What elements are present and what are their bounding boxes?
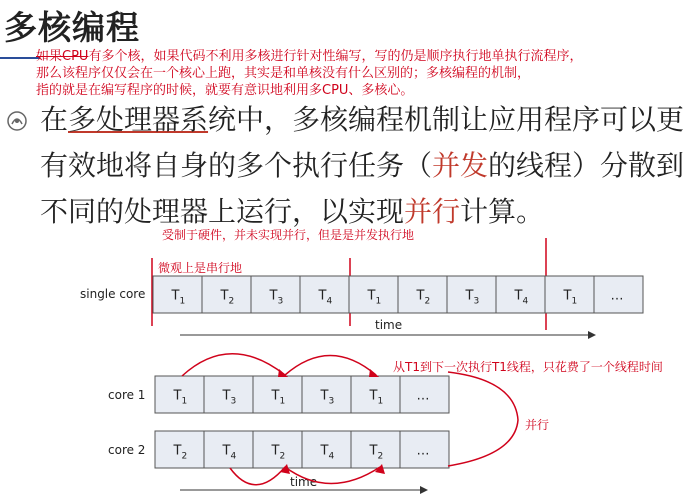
arc-head-2: [369, 369, 379, 377]
single-core-cell-label: $T_2$: [416, 288, 431, 307]
core1-cell-label: $T_3$: [222, 388, 237, 407]
single-core-cell-label: $T_2$: [220, 288, 235, 307]
parallel-brace: [448, 372, 518, 466]
core1-cell-label: $T_3$: [320, 388, 335, 407]
single-core-cell-label: …: [610, 288, 624, 304]
single-core-cell-label: $T_1$: [367, 288, 382, 307]
core2-cell-label: $T_4$: [320, 443, 335, 462]
para-red-parallel: 并行: [404, 195, 461, 228]
time-label-single: time: [375, 318, 403, 332]
time-arrow-multi: [420, 486, 428, 494]
annotation-parallel: 并行: [525, 418, 550, 432]
core2-cell-label: …: [416, 443, 430, 459]
core1-cell-label: $T_1$: [173, 388, 188, 407]
core1-cell-label: …: [416, 388, 430, 404]
time-arrow-single: [588, 331, 596, 339]
single-core-cell-label: $T_4$: [318, 288, 333, 307]
arc-core2-1: [230, 467, 285, 485]
note-line3: 指的就是在编写程序的时候，就要有意识地利用多CPU、多核心。: [36, 83, 414, 98]
arc-core1-1: [182, 354, 285, 376]
para-text-4: 计算。: [460, 195, 545, 228]
core2-cell-label: $T_2$: [271, 443, 286, 462]
annotation-hardware: 受制于硬件，并未实现并行，但是是并发执行地: [162, 228, 415, 242]
core2-cell-label: $T_2$: [173, 443, 188, 462]
single-core-cell-label: $T_3$: [269, 288, 284, 307]
core1-row: [155, 376, 449, 413]
para-text-1: 在: [40, 103, 69, 136]
single-core-cell-label: $T_1$: [171, 288, 186, 307]
note-line1: 有多个核，如果代码不利用多核进行针对性编写，写的仍是顺序执行地单执行流程序，: [88, 49, 583, 64]
para-text-3: 的线程）分散到不同的处理器上运行，以实现: [40, 149, 685, 228]
core1-label: core 1: [108, 388, 146, 402]
single-core-label: single core: [80, 287, 146, 301]
single-core-cell-label: $T_1$: [563, 288, 578, 307]
single-core-cell-label: $T_3$: [465, 288, 480, 307]
time-label-multi: time: [290, 475, 318, 489]
core2-row: [155, 431, 449, 468]
slide-title: 多核编程: [4, 8, 140, 47]
core2-cell-label: $T_4$: [222, 443, 237, 462]
single-core-cell-label: $T_4$: [514, 288, 529, 307]
para-red-concurrent: 并发: [432, 149, 489, 182]
para-text-2: 统中，多核编程机制让应用程序可以更有效地将自身的多个执行任务（: [40, 103, 685, 182]
single-core-row: [153, 276, 643, 313]
annotation-t1-time: 从T1到下一次执行T1线程，只花费了一个线程时间: [393, 360, 663, 374]
note-strike: 如果CPU: [36, 49, 89, 64]
annotation-micro-serial: 微观上是串行地: [158, 261, 243, 275]
core2-label: core 2: [108, 443, 146, 457]
para-underlined: 多处理器系: [68, 103, 209, 136]
core1-cell-label: $T_1$: [369, 388, 384, 407]
core2-cell-label: $T_2$: [369, 443, 384, 462]
core1-cell-label: $T_1$: [271, 388, 286, 407]
arc-core1-2: [285, 356, 376, 376]
note-line2: 那么该程序仅仅会在一个核心上跑，其实是和单核没有什么区别的；多核编程的机制，: [36, 66, 531, 81]
